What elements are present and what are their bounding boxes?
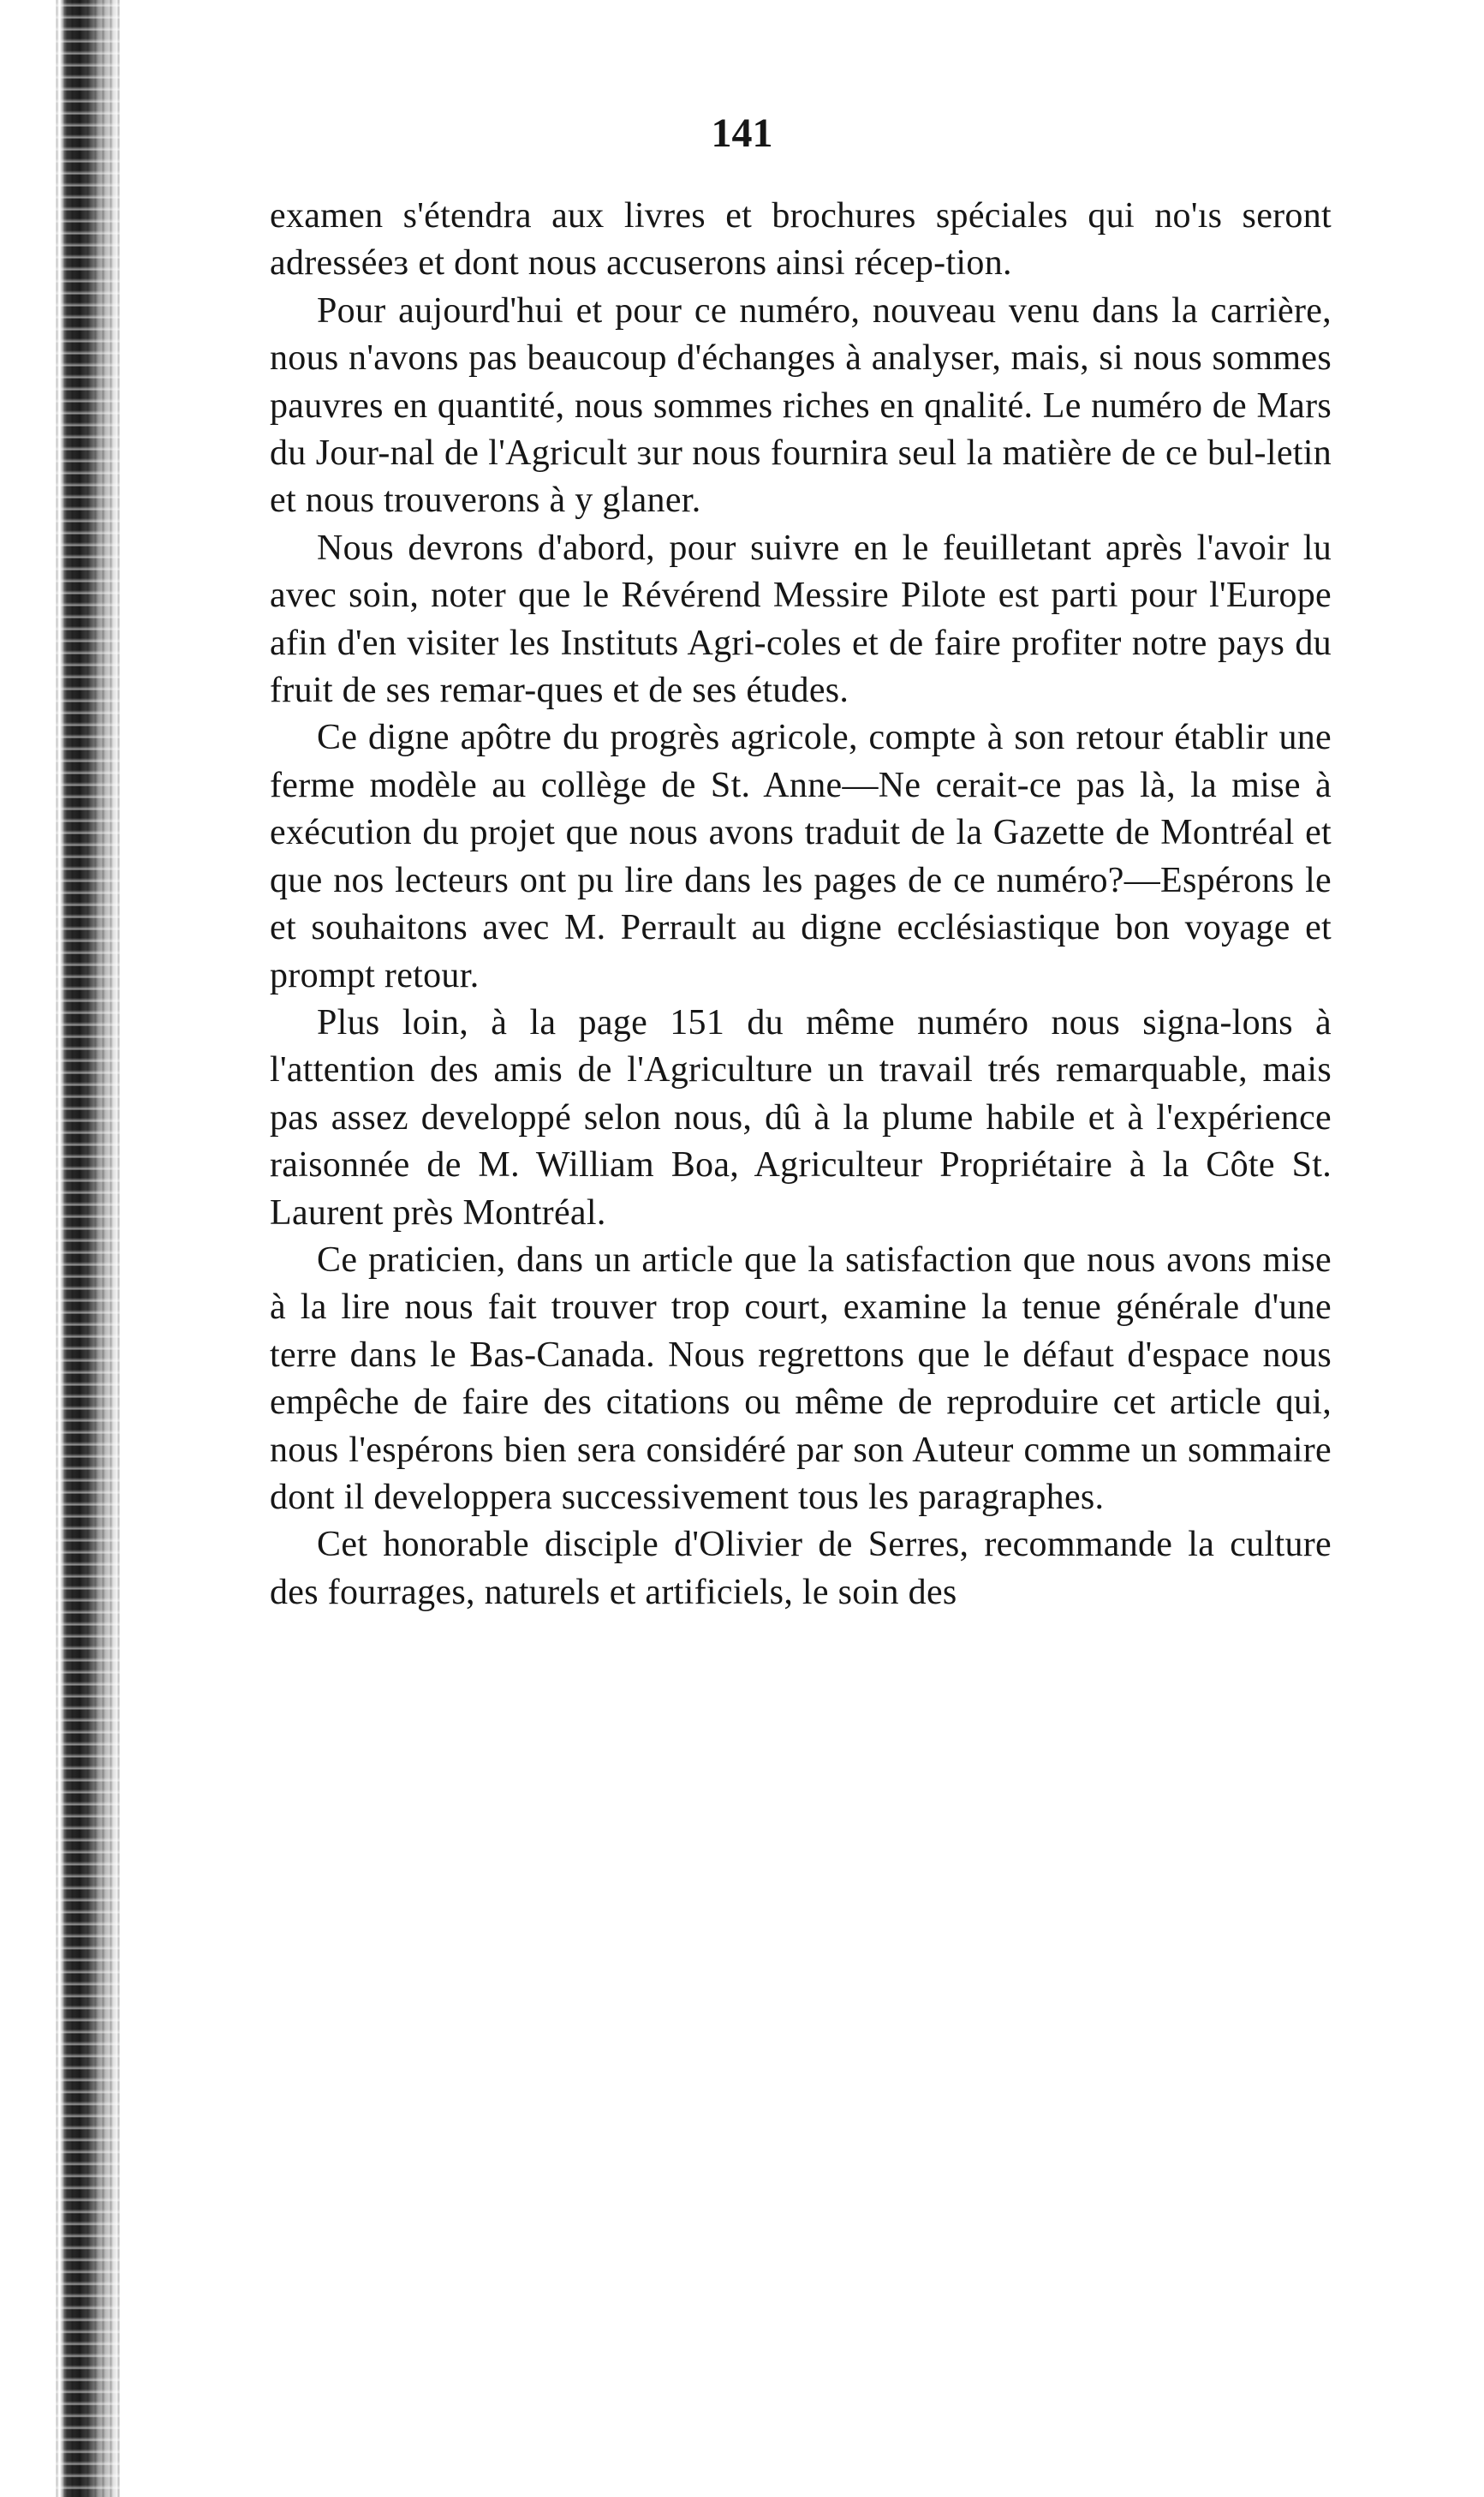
paragraph: Plus loin, à la page 151 du même numéro nous signa-lons à l'attention des amis de l'Agriculture un travail trés remarquable, mais pas assez developpé selon nous, dû à la plume habile et à l'expérience raisonnée de M. William Boa, Agriculteur Propriétaire à la Côte St. Laurent près Montréal. bbox=[270, 1002, 1332, 1233]
paragraph: examen s'étendra aux livres et brochures spéciales qui no'ıs seront adresséeɜ et dont nous accuserons ainsi récep-tion. bbox=[270, 196, 1332, 284]
paragraph: Ce digne apôtre du progrès agricole, compte à son retour établir une ferme modèle au collège de St. Anne—Ne cerait-ce pas là, la mise à exécution du projet que nous avons traduit de la Gazette de Montréal et que nos lecteurs ont pu lire dans les pages de ce numéro?—Espérons le et souhaitons avec M. Perrault au digne ecclésiastique bon voyage et prompt retour. bbox=[270, 718, 1332, 995]
paragraph: Nous devrons d'abord, pour suivre en le feuilletant après l'avoir lu avec soin, noter que le Révérend Messire Pilote est parti pour l'Europe afin d'en visiter les Instituts Agri-coles et de faire profiter notre pays du fruit de ses remar-ques et de ses études. bbox=[270, 528, 1332, 711]
book-spine-texture bbox=[51, 0, 120, 2497]
paragraph: Cet honorable disciple d'Olivier de Serres, recommande la culture des fourrages, naturels et artificiels, le soin des bbox=[270, 1525, 1332, 1612]
body-text bbox=[270, 193, 1332, 1616]
paragraph: Ce praticien, dans un article que la satisfaction que nous avons mise à la lire nous fait trouver trop court, examine la tenue générale d'une terre dans le Bas-Canada. Nous regrettons que le défaut d'espace nous empêche de faire des citations ou même de reproduire cet article qui, nous l'espérons bien sera considéré par son Auteur comme un sommaire dont il developpera successivement tous les paragraphes. bbox=[270, 1240, 1332, 1517]
paragraph: Pour aujourd'hui et pour ce numéro, nouveau venu dans la carrière, nous n'avons pas beaucoup d'échanges à analyser, mais, si nous sommes pauvres en quantité, nous sommes riches en qnalité. Le numéro de Mars du Jour-nal de l'Agricult ɜur nous fournira seul la matière de ce bul-letin et nous trouverons à y glaner. bbox=[270, 290, 1332, 521]
page-number: 141 bbox=[711, 111, 773, 156]
